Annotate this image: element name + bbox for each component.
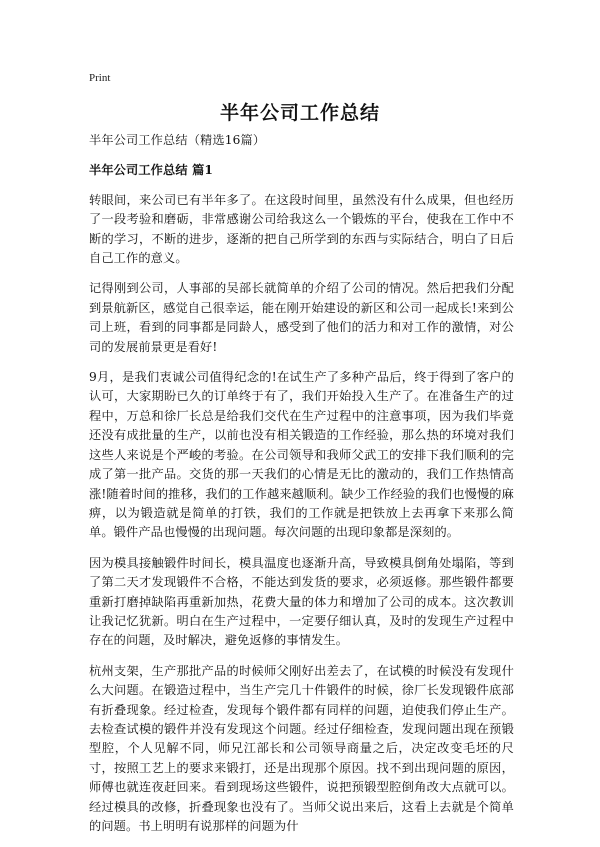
- paragraph-1: 转眼间，来公司已有半年多了。在这段时间里，虽然没有什么成果，但也经历了一段考验和磨砺，非常感谢公司给我这么一个锻炼的平台，使我在工作中不断的学习，不断的进步，逐渐的把自己所学到的东西与实际结合，明白了日后自己工作的意义。: [89, 192, 514, 266]
- page-title: 半年公司工作总结: [219, 102, 380, 124]
- document-body: [89, 131, 514, 847]
- document-subtitle: 半年公司工作总结（精选16篇）: [89, 133, 266, 147]
- paragraph-4: 因为模具接触锻件时间长，模具温度也逐渐升高，导致模具倒角处塌陷，等到了第二天才发现锻件不合格，不能达到发货的要求，必须返修。那些锻件都要重新打磨掉缺陷再重新加热，花费大量的体力和增加了公司的成本。这次教训让我记忆犹新。明白在生产过程中，一定要仔细认真，及时的发现生产过程中存在的问题，及时解决，避免返修的事情发生。: [89, 555, 514, 648]
- paragraph-5: 杭州支架，生产那批产品的时候师父刚好出差去了，在试模的时候没有发现什么大问题。在锻造过程中，当生产完几十件锻件的时候，徐厂长发现锻件底部有折叠现象。经过检查，发现每个锻件都有同样的问题，迫使我们停止生产。去检查试模的锻件并没有发现这个问题。经过仔细检查，发现问题出现在预锻型腔，个人见解不同，师兄江部长和公司领导商量之后，决定改变毛坯的尺寸，按照工艺上的要求来锻打，还是出现那个原因。找不到出现问题的原因，师傅也就连夜赶回来。看到现场这些锻件，说把预锻型腔倒角改大点就可以。经过模具的改修，折叠现象也没有了。当师父说出来后，这看上去就是个简单的问题。书上明明有说那样的问题为什: [89, 663, 514, 833]
- paragraph-2: 记得刚到公司，人事部的吴部长就简单的介绍了公司的情况。然后把我们分配到景航新区，感觉自己很幸运，能在刚开始建设的新区和公司一起成长!来到公司上班，看到的同事都是同龄人，感受到了他们的活力和对工作的激情，对公司的发展前景更是看好!: [89, 281, 514, 354]
- print-label: Print: [89, 72, 111, 84]
- paragraph-3: 9月，是我们衷诚公司值得纪念的!在试生产了多种产品后，终于得到了客户的认可，大家期盼已久的订单终于有了，我们开始投入生产了。在准备生产的过程中，万总和徐厂长总是给我们交代在生产过程中的注意事项，因为我们毕竟还没有成批量的生产，以前也没有相关锻造的工作经验，那么热的环境对我们这些人来说是个严峻的考验。在公司领导和我师父武工的安排下我们顺利的完成了第一批产品。交货的那一天我们的心情是无比的激动的，我们工作热情高涨!随着时间的推移，我们的工作越来越顺利。缺少工作经验的我们也慢慢的麻痹，以为锻造就是简单的打铁，我们的工作就是把铁放上去再拿下来那么简单。锻件产品也慢慢的出现问题。每次问题的出现印象都是深刻的。: [89, 370, 514, 540]
- section-heading: 半年公司工作总结 篇1: [89, 163, 214, 178]
